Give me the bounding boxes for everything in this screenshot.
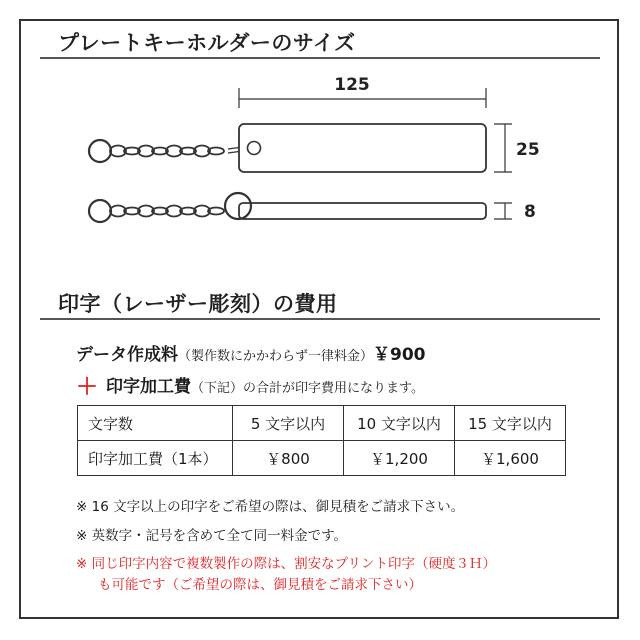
- size-section-title: プレートキーホルダーのサイズ: [58, 31, 356, 55]
- note-same-price: ※ 英数字・記号を含めて全て同一料金です。: [76, 528, 348, 544]
- height-dimension: [494, 124, 540, 172]
- print-fee-label: 印字加工費: [106, 377, 192, 397]
- table-header-cell: 5 文字以内: [233, 406, 344, 441]
- plus-icon: ＋: [76, 375, 99, 400]
- top-view: [89, 124, 486, 172]
- plate-side: [239, 203, 486, 219]
- chain-top: [110, 146, 224, 157]
- note-print-option-cont: も可能です（ご希望の際は、御見積をご請求下さい）: [98, 577, 422, 593]
- plate-front: [239, 124, 486, 172]
- table-header-cell: 文字数: [78, 406, 233, 441]
- thickness-label: 8: [524, 202, 536, 222]
- note-long-text: ※ 16 文字以上の印字をご希望の際は、御見積をご請求下さい。: [76, 499, 465, 515]
- table-cell: ￥1,600: [455, 441, 566, 476]
- print-fee-note: （下記）の合計が印字費用になります。: [191, 381, 424, 396]
- height-label: 25: [516, 140, 540, 160]
- table-cell: ￥1,200: [344, 441, 455, 476]
- table-header-row: [78, 406, 566, 441]
- print-fee-line: [76, 370, 424, 401]
- data-fee-label: データ作成料: [76, 345, 178, 365]
- width-label: 125: [334, 75, 370, 95]
- table-header-cell: 10 文字以内: [344, 406, 455, 441]
- fee-section-rule: [40, 318, 600, 320]
- data-fee-price: ￥900: [373, 345, 426, 365]
- fee-section-title: 印字（レーザー彫刻）の費用: [58, 292, 338, 316]
- table-cell: ￥800: [233, 441, 344, 476]
- chain-side: [110, 206, 224, 217]
- thickness-dimension: [494, 202, 536, 222]
- side-view: [89, 193, 486, 222]
- data-fee-note: （製作数にかかわらず一律料金）: [178, 349, 374, 364]
- table-header-cell: 15 文字以内: [455, 406, 566, 441]
- note-print-option: ※ 同じ印字内容で複数製作の際は、割安なプリント印字（硬度３Ｈ）: [76, 556, 497, 572]
- fee-table: [77, 405, 566, 476]
- data-fee-line: [76, 340, 426, 365]
- plate-hole: [248, 142, 261, 155]
- table-cell: 印字加工費（1本）: [78, 441, 233, 476]
- table-row: [78, 441, 566, 476]
- width-dimension: [239, 75, 486, 108]
